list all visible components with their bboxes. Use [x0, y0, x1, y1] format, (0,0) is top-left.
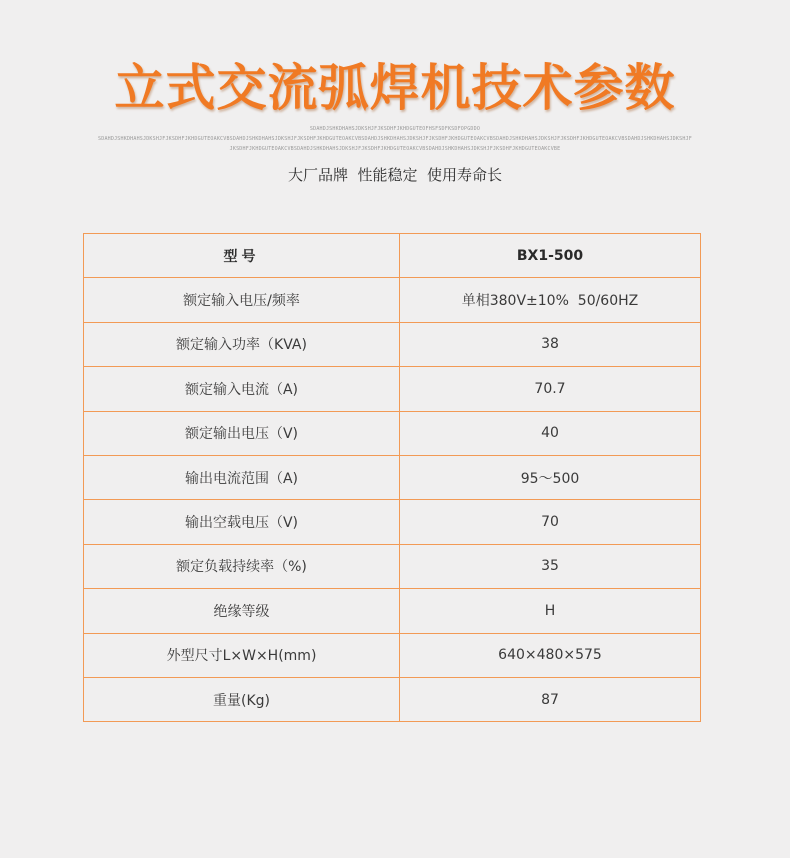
- row-label: 额定输入电压/频率: [84, 278, 400, 322]
- table-row: [84, 544, 701, 588]
- spec-table: [83, 233, 701, 722]
- decorative-text: [0, 124, 790, 154]
- table-row: [84, 500, 701, 544]
- table-row: [84, 367, 701, 411]
- row-value: H: [400, 589, 701, 633]
- table-row: [84, 411, 701, 455]
- header-value-cell: BX1-500: [400, 234, 701, 278]
- page-title: 立式交流弧焊机技术参数: [114, 59, 676, 117]
- decorative-line: JKSDHFJKHDGUTEOAKCVBSDAHDJSHKDHAHSJDKSHJFJKSDHFJKHDGUTEOAKCVBSDAHDJSHKDHAHSJDKSHJFJKSDHFJKHDGUTEOAKCVBE: [229, 146, 561, 152]
- row-value: 95～500: [400, 455, 701, 499]
- row-label: 外型尺寸L×W×H(mm): [84, 633, 400, 677]
- table-row: [84, 278, 701, 322]
- table-row: [84, 677, 701, 721]
- page-subtitle: 大厂品牌 性能稳定 使用寿命长: [287, 166, 503, 184]
- decorative-line: SDAHDJSHKDHAHSJDKSHJFJKSDHFJKHDGUTEOAKCVBSDAHDJSHKDHAHSJDKSHJFJKSDHFJKHDGUTEOAKCVBSDAHDJSHKDHAHSJDKSHJFJKSDHFJKHDGUTEOAKCVBSDAHDJSHKDHAHSJDKSHJFJKSDHFJKHDGUTEOAKCVBSDAHDJSHKDHAHSJDKSHJF: [98, 136, 692, 142]
- row-label: 额定输出电压（V): [84, 411, 400, 455]
- table-row: [84, 455, 701, 499]
- row-label: 额定负载持续率（%): [84, 544, 400, 588]
- row-value: 70.7: [400, 367, 701, 411]
- row-label: 绝缘等级: [84, 589, 400, 633]
- row-value: 38: [400, 322, 701, 366]
- row-value: 640×480×575: [400, 633, 701, 677]
- row-label: 额定输入功率（KVA): [84, 322, 400, 366]
- row-label: 输出空载电压（V): [84, 500, 400, 544]
- row-value: 40: [400, 411, 701, 455]
- row-label: 输出电流范围（A): [84, 455, 400, 499]
- table-row: [84, 589, 701, 633]
- row-label: 重量(Kg): [84, 677, 400, 721]
- table-header-row: [84, 234, 701, 278]
- row-value: 87: [400, 677, 701, 721]
- row-label: 额定输入电流（A): [84, 367, 400, 411]
- decorative-line: SDAHDJSHKDHAHSJDKSHJFJKSDHFJKHDGUTEOFHSFSDFKSDFOPGDDO: [309, 126, 481, 132]
- row-value: 35: [400, 544, 701, 588]
- row-value: 单相380V±10% 50/60HZ: [400, 278, 701, 322]
- row-value: 70: [400, 500, 701, 544]
- table-row: [84, 633, 701, 677]
- header-label-cell: 型号: [84, 234, 400, 278]
- table-row: [84, 322, 701, 366]
